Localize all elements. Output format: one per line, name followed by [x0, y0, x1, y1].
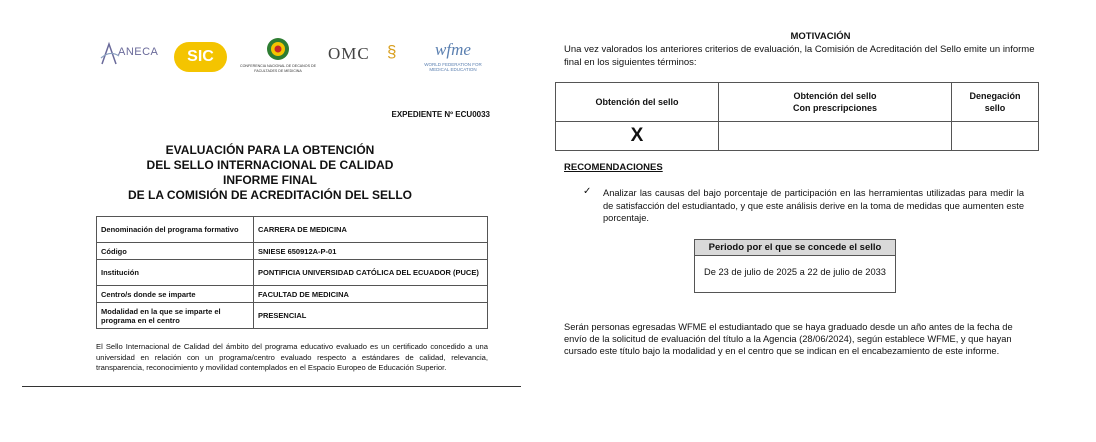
row-label: Modalidad en la que se imparte el programa en el centro	[97, 303, 254, 329]
omc-caduceus-icon: §	[387, 42, 397, 61]
aneca-logo	[100, 40, 162, 68]
recomendacion-item: Analizar las causas del bajo porcentaje de participación en las herramientas utilizadas para medir la de satisfacción del estudiantado, y que este análisis derive en la toma de medidas que aumenten este porcentaje.	[603, 188, 1024, 223]
motivacion-heading: MOTIVACIÓN	[790, 31, 851, 42]
row-value: FACULTAD DE MEDICINA	[254, 286, 488, 303]
logo-strip	[98, 34, 490, 80]
row-label: Código	[97, 243, 254, 260]
row-value: PONTIFICIA UNIVERSIDAD CATÓLICA DEL ECUADOR (PUCE)	[254, 260, 488, 286]
recomendaciones-heading: RECOMENDACIONES	[564, 162, 663, 173]
table-row	[97, 260, 488, 286]
header-line: Obtención del sello	[595, 97, 679, 107]
row-label: Denominación del programa formativo	[97, 217, 254, 243]
wfme-logo	[418, 34, 488, 78]
wfme-logo-subtitle: WORLD FEDERATION FOR MEDICAL EDUCATION	[424, 62, 482, 72]
value-con-prescripciones	[719, 122, 952, 151]
header-line: sello	[984, 103, 1006, 113]
header-obtencion	[556, 83, 719, 122]
egresadas-text: Serán personas egresadas WFME el estudiantado que se haya graduado desde un año antes de la fecha de envío de la solicitud de evaluación del título a la Agencia (28/06/2024), según establece WFME, y que hayan cursado este título bajo la modalidad y en el centro que se indican en el encabezamiento de este informe.	[564, 322, 1013, 356]
seal-description: El Sello Internacional de Calidad del ámbito del programa educativo evaluado es un certificado concedido a una universidad en relación con un programa/centro evaluado respecto a estándares de calidad, relevancia, transparencia, reconocimiento y movilidad contemplados en el Espacio Europeo de Educación Superior.	[96, 342, 488, 373]
wfme-logo-word: wfme	[435, 40, 471, 59]
header-denegacion	[952, 83, 1039, 122]
decision-table	[555, 82, 1039, 151]
header-con-prescripciones	[719, 83, 952, 122]
row-value: SNIESE 650912A-P-01	[254, 243, 488, 260]
check-icon: ✓	[583, 186, 592, 197]
table-row	[97, 303, 488, 329]
header-line: Con prescripciones	[792, 103, 878, 113]
title-line: DEL SELLO INTERNACIONAL DE CALIDAD	[146, 158, 394, 172]
row-label: Institución	[97, 260, 254, 286]
motivacion-text: Una vez valorados los anteriores criterios de evaluación, la Comisión de Acreditación del Sello emite un informe final en los siguientes términos:	[564, 44, 1035, 68]
cndfm-logo-text: CONFERENCIA NACIONAL DE DECANOS DE FACULTADES DE MEDICINA	[240, 64, 316, 73]
value-denegacion	[952, 122, 1039, 151]
period-box	[694, 239, 896, 293]
header-line: Denegación	[969, 91, 1021, 101]
decision-value-row	[556, 122, 1039, 151]
period-value: De 23 de julio de 2025 a 22 de julio de 2033	[704, 267, 886, 277]
title-line: INFORME FINAL	[223, 173, 317, 187]
cndfm-logo	[238, 36, 318, 76]
table-row	[97, 217, 488, 243]
left-page	[0, 0, 540, 442]
right-page	[545, 0, 1096, 442]
table-row	[97, 243, 488, 260]
header-line: Obtención del sello	[793, 91, 877, 101]
report-title	[70, 143, 470, 203]
page-divider	[22, 386, 521, 387]
period-header: Periodo por el que se concede el sello	[695, 240, 895, 256]
title-line: DE LA COMISIÓN DE ACREDITACIÓN DEL SELLO	[127, 188, 412, 202]
omc-logo: OMC	[328, 44, 370, 63]
row-value: CARRERA DE MEDICINA	[254, 217, 488, 243]
decision-header-row	[556, 83, 1039, 122]
aneca-logo-text: ANECA	[118, 46, 159, 58]
program-info-table	[96, 216, 488, 329]
title-line: EVALUACIÓN PARA LA OBTENCIÓN	[165, 143, 375, 157]
row-label: Centro/s donde se imparte	[97, 286, 254, 303]
value-obtencion: X	[556, 122, 719, 151]
expediente-number: EXPEDIENTE Nº ECU0033	[391, 110, 490, 119]
row-value: PRESENCIAL	[254, 303, 488, 329]
sic-logo: SIC	[174, 42, 227, 72]
table-row	[97, 286, 488, 303]
